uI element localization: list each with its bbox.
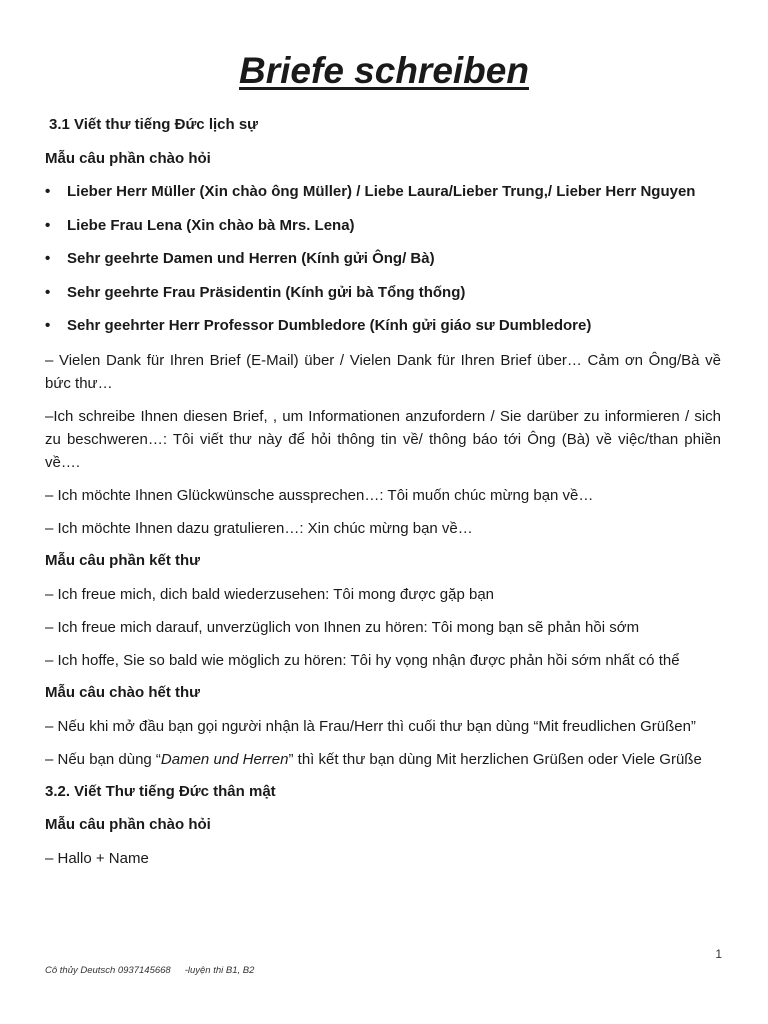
paragraph: – Ich möchte Ihnen dazu gratulieren…: Xin chúc mừng bạn về… <box>45 519 473 537</box>
paragraph: – Ich freue mich, dich bald wiederzusehen: Tôi mong được gặp bạn <box>45 585 495 603</box>
document-body <box>45 114 721 880</box>
greeting-list <box>45 181 721 337</box>
paragraph: – Ich möchte Ihnen Glückwünsche aussprechen…: Tôi muốn chúc mừng bạn về… <box>45 486 594 504</box>
text-segment: – Nếu bạn dùng “ <box>45 750 161 768</box>
footer-author: Cô thủy Deutsch 0937145668 <box>45 965 171 976</box>
closing-heading: Mẫu câu phần kết thư <box>45 551 201 569</box>
farewell-heading: Mẫu câu chào hết thư <box>45 683 201 701</box>
greeting-heading-informal: Mẫu câu phần chào hỏi <box>45 815 211 833</box>
list-item: • Liebe Frau Lena (Xin chào bà Mrs. Lena) <box>45 215 721 237</box>
paragraph: – Hallo + Name <box>45 849 149 867</box>
paragraph: – Ich hoffe, Sie so bald wie möglich zu hören: Tôi hy vọng nhận được phản hồi sớm nhất có thể <box>45 651 680 669</box>
text-segment: ” thì kết thư bạn dùng Mit herzlichen Grüßen oder Viele Grüße <box>288 750 702 768</box>
greeting-heading: Mẫu câu phần chào hỏi <box>45 150 211 167</box>
section-heading-formal: 3.1 Viết thư tiếng Đức lịch sự <box>49 116 259 133</box>
page-number: 1 <box>715 947 722 961</box>
paragraph <box>45 748 721 771</box>
list-item: • Sehr geehrte Damen und Herren (Kính gửi Ông/ Bà) <box>45 248 721 270</box>
footer-course: -luyện thi B1, B2 <box>184 965 255 976</box>
paragraph: – Ich freue mich darauf, unverzüglich von Ihnen zu hören: Tôi mong bạn sẽ phản hồi sớm <box>45 618 640 636</box>
paragraph: –Ich schreibe Ihnen diesen Brief, , um Informationen anzufordern / Sie darüber zu informieren / sich zu beschweren…: Tôi viết thư này để hỏi thông tin về/ thông báo tới Ông (Bà) về việc/than phiền về…. <box>45 407 721 471</box>
section-heading-informal: 3.2. Viết Thư tiếng Đức thân mật <box>45 782 276 800</box>
footer <box>45 965 254 976</box>
list-item: • Sehr geehrte Frau Präsidentin (Kính gửi bà Tổng thống) <box>45 282 721 304</box>
list-item: • Lieber Herr Müller (Xin chào ông Müller) / Liebe Laura/Lieber Trung,/ Lieber Herr Nguyen <box>45 181 721 203</box>
document-title: Briefe schreiben <box>239 50 529 91</box>
italic-phrase: Damen und Herren <box>160 750 289 768</box>
list-item: • Sehr geehrter Herr Professor Dumbledore (Kính gửi giáo sư Dumbledore) <box>45 315 721 337</box>
paragraph: – Nếu khi mở đầu bạn gọi người nhận là Frau/Herr thì cuối thư bạn dùng “Mit freudlichen Grüßen” <box>45 717 696 735</box>
paragraph: – Vielen Dank für Ihren Brief (E-Mail) über / Vielen Dank für Ihren Brief über… Cảm ơn Ông/Bà về bức thư… <box>45 351 721 392</box>
